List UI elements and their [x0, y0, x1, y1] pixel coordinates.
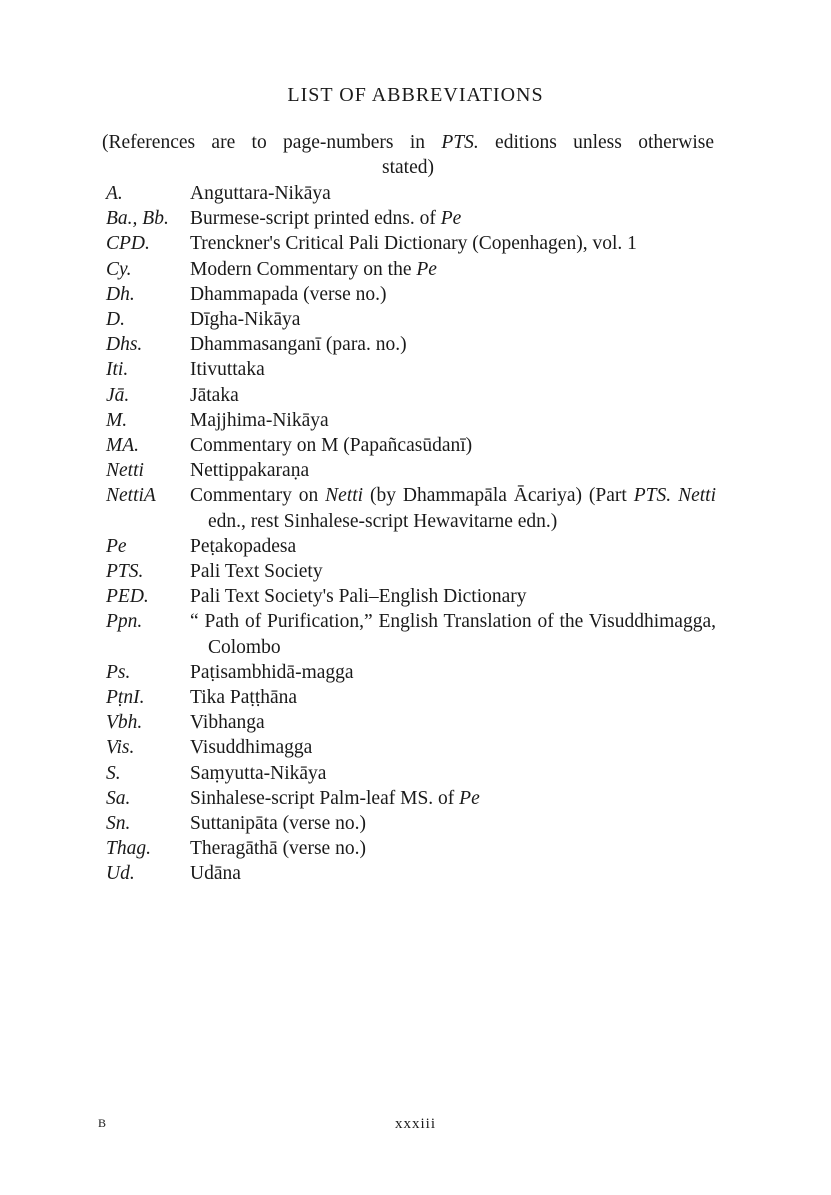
abbreviation-entry: [106, 433, 716, 458]
definition-text: Tika Paṭṭhāna: [190, 687, 298, 709]
abbreviation-entry: [106, 584, 716, 609]
abbreviation: Pe: [106, 535, 127, 557]
definition-text: Dīgha-Nikāya: [190, 309, 301, 331]
definition: [190, 836, 716, 861]
abbreviation: Ba., Bb.: [106, 208, 169, 230]
abbreviation: PTS.: [106, 561, 144, 583]
definition: [190, 685, 716, 710]
definition-text: Visuddhimagga: [190, 737, 313, 759]
definition: [190, 534, 716, 559]
abbreviation: Sa.: [106, 787, 131, 809]
abbreviation-entry: [106, 609, 716, 659]
definition-text: Dhammapada (verse no.): [190, 283, 387, 305]
definition-text: Majjhima-Nikāya: [190, 409, 329, 431]
abbreviation-entry: [106, 786, 716, 811]
definition: [190, 332, 716, 357]
abbreviation-entry: [106, 685, 716, 710]
definition-italic: Pe: [440, 208, 462, 230]
definition-italic: Netti: [678, 485, 716, 507]
definition: [190, 660, 716, 685]
definition-text: Commentary on M (Papañcasūdanī): [190, 435, 473, 457]
definition-text: Nettippakaraṇa: [190, 460, 310, 482]
abbreviation: Ud.: [106, 863, 135, 885]
definition-text: Vibhanga: [190, 712, 265, 734]
definition: [190, 483, 716, 533]
definition-text: Paṭisambhidā-magga: [190, 661, 354, 683]
definition: [190, 282, 716, 307]
definition-text: Peṭakopadesa: [190, 535, 297, 557]
abbreviation: Cy.: [106, 258, 132, 280]
abbreviation-entry: [106, 483, 716, 533]
abbreviation-entry: [106, 282, 716, 307]
abbreviation-entry: [106, 408, 716, 433]
abbreviation-entry: [106, 660, 716, 685]
definition-text: Pali Text Society's Pali–English Dictionary: [190, 586, 527, 608]
definition-text: Jātaka: [190, 384, 239, 406]
abbreviation: Ppn.: [106, 611, 143, 633]
definition: [190, 206, 716, 231]
definition-italic: PTS.: [633, 485, 672, 507]
abbreviation-entry: [106, 861, 716, 886]
definition: [190, 811, 716, 836]
definition-text: Udāna: [190, 863, 241, 885]
definition: [190, 609, 716, 659]
definition: [190, 307, 716, 332]
abbreviation: A.: [106, 183, 123, 204]
definition: [190, 257, 716, 282]
definition-text: (by Dhammapāla Ācariya) (Part: [363, 485, 634, 507]
abbreviation: D.: [106, 309, 125, 331]
definition-text: Dhammasanganī (para. no.): [190, 334, 407, 356]
definition: [190, 433, 716, 458]
abbreviation-entry: [106, 735, 716, 760]
definition: [190, 761, 716, 786]
definition: [190, 357, 716, 382]
definition-italic: Pe: [459, 787, 480, 809]
abbreviation: NettiA: [106, 485, 156, 507]
abbreviation-entry: [106, 181, 716, 206]
definition-text: edn., rest Sinhalese-script Hewavitarne edn.): [208, 510, 558, 532]
definition-text: Commentary on: [190, 485, 326, 507]
abbreviation-list: [106, 181, 716, 887]
abbreviation-entry: [106, 761, 716, 786]
abbreviation-entry: [106, 206, 716, 231]
definition: [190, 710, 716, 735]
abbreviation: Sn.: [106, 813, 131, 835]
abbreviation: MA.: [106, 435, 140, 457]
abbreviation-entry: [106, 332, 716, 357]
definition-text: Sinhalese-script Palm-leaf MS. of: [190, 787, 460, 809]
abbreviation: PṭnI.: [106, 687, 145, 709]
definition: [190, 383, 716, 408]
definition: [190, 408, 716, 433]
abbreviation: Jā.: [106, 384, 130, 406]
abbreviation-entry: [106, 710, 716, 735]
abbreviation-entry: [106, 357, 716, 382]
abbreviation: Iti.: [106, 359, 129, 381]
abbreviation: Vbh.: [106, 712, 143, 734]
abbreviation-entry: [106, 811, 716, 836]
note-text: (References are to page-numbers in: [102, 132, 442, 153]
definition-text: Burmese-script printed edns. of: [190, 208, 441, 230]
definition: [190, 231, 716, 256]
note-text: editions unless otherwise: [478, 132, 714, 153]
references-note: [102, 130, 714, 180]
definition-text: Anguttara-Nikāya: [190, 183, 331, 204]
definition: [190, 861, 716, 886]
definition: [190, 735, 716, 760]
definition-text: Itivuttaka: [190, 359, 265, 381]
signature-mark: B: [98, 1116, 107, 1130]
abbreviation-entry: [106, 257, 716, 282]
abbreviation: M.: [106, 409, 128, 431]
definition-text: Suttanipāta (verse no.): [190, 813, 366, 835]
abbreviation: CPD.: [106, 233, 150, 255]
abbreviation-entry: [106, 559, 716, 584]
definition: [190, 786, 716, 811]
abbreviation-entry: [106, 458, 716, 483]
abbreviation-entry: [106, 383, 716, 408]
note-italic: PTS.: [441, 132, 479, 153]
definition: [190, 559, 716, 584]
abbreviation: Dh.: [106, 283, 135, 305]
note-line-2: stated): [382, 157, 434, 178]
definition-text: Theragāthā (verse no.): [190, 838, 366, 860]
definition-italic: Pe: [416, 258, 437, 280]
abbreviation: Dhs.: [106, 334, 143, 356]
abbreviation-entry: [106, 534, 716, 559]
abbreviation: PED.: [106, 586, 149, 608]
abbreviation: Ps.: [106, 661, 131, 683]
definition-italic: Netti: [325, 485, 364, 507]
definition: [190, 458, 716, 483]
abbreviation: Netti: [106, 460, 144, 482]
definition: [190, 181, 716, 206]
abbreviation: Thag.: [106, 838, 151, 860]
note-line-1: [102, 130, 714, 155]
abbreviation-entry: [106, 231, 716, 256]
definition-text: Trenckner's Critical Pali Dictionary (Copenhagen), vol. 1: [190, 233, 637, 255]
definition-text: Modern Commentary on the: [190, 258, 417, 280]
page-title: LIST OF ABBREVIATIONS: [287, 84, 544, 106]
page-number: xxxiii: [394, 1116, 436, 1132]
abbreviation: Vis.: [106, 737, 135, 759]
abbreviation-entry: [106, 307, 716, 332]
definition-text: “ Path of Purification,” English Translation of the Visuddhimagga, Colombo: [190, 611, 716, 658]
definition: [190, 584, 716, 609]
definition-text: Saṃyutta-Nikāya: [190, 762, 327, 784]
definition-text: Pali Text Society: [190, 561, 323, 583]
abbreviation: S.: [106, 762, 121, 784]
abbreviation-entry: [106, 836, 716, 861]
